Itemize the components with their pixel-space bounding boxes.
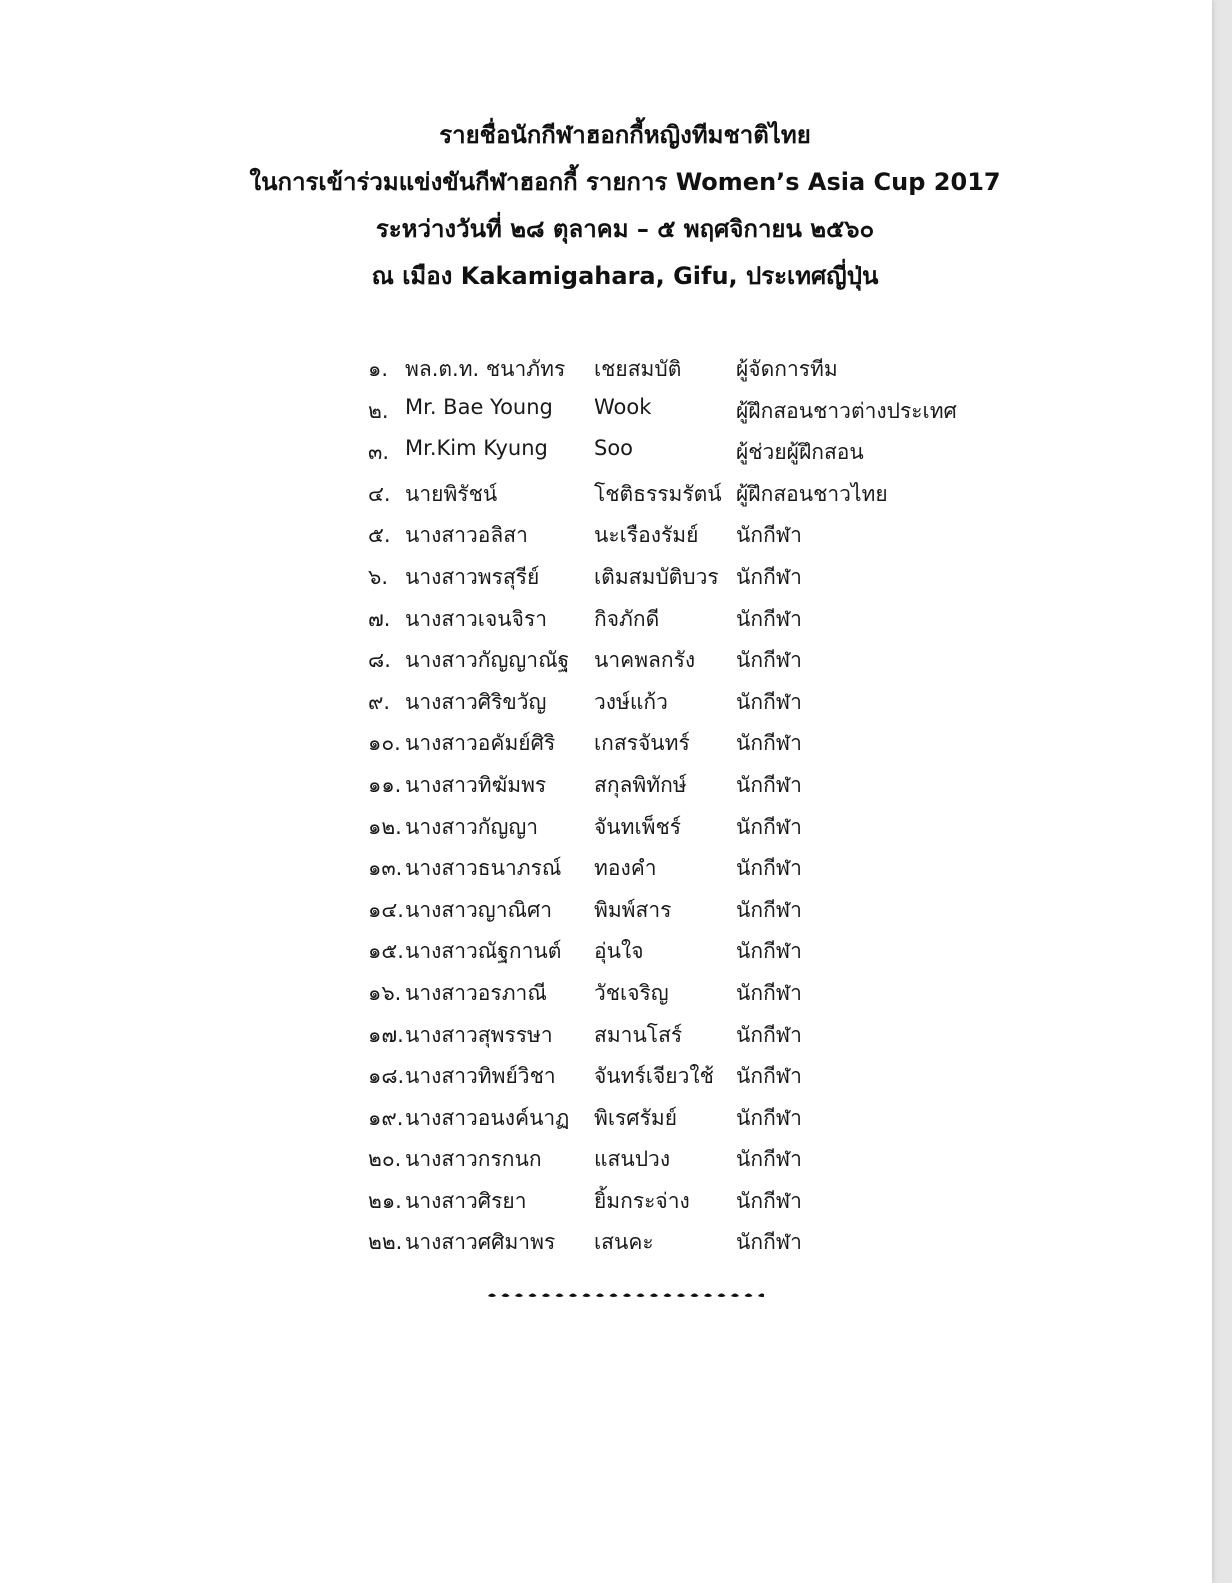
roster-role: นักกีฬา (736, 1105, 802, 1130)
roster-number: ๑๑. (368, 772, 402, 797)
separator-mark (569, 1294, 577, 1298)
roster-last-name: โชติธรรมรัตน์ (594, 481, 722, 506)
roster-last-name: เสนคะ (594, 1230, 654, 1255)
roster-role: นักกีฬา (736, 564, 802, 589)
roster-first-name: นางสาวกัญญา (405, 814, 539, 839)
roster-number: ๑. (368, 357, 389, 381)
roster-first-name: นางสาวกัญญาณัฐ (405, 648, 570, 673)
separator-mark (718, 1294, 726, 1298)
roster-last-name: ทองคำ (594, 856, 657, 881)
roster-number: ๙. (368, 689, 391, 714)
roster-role: นักกีฬา (736, 814, 802, 839)
roster-last-name: อุ่นใจ (594, 939, 644, 964)
roster-role: ผู้ฝึกสอนชาวไทย (736, 481, 888, 506)
roster-role: นักกีฬา (736, 731, 802, 756)
roster-role: นักกีฬา (736, 1064, 802, 1089)
roster-last-name: เกสรจันทร์ (594, 731, 690, 756)
roster-number: ๑๙. (368, 1105, 404, 1130)
roster-role: นักกีฬา (736, 856, 802, 881)
roster-role: นักกีฬา (736, 1230, 802, 1255)
roster-role: ผู้จัดการทีม (736, 357, 838, 381)
separator-mark (529, 1294, 537, 1298)
separator-mark (677, 1294, 685, 1298)
roster-role: นักกีฬา (736, 523, 802, 548)
title-line-2: ในการเข้าร่วมแข่งขันกีฬาฮอกกี้ รายการ Women’s Asia Cup 2017 (249, 168, 1001, 196)
document-header (0, 112, 1232, 300)
roster-number: ๗. (368, 606, 391, 631)
roster-role: นักกีฬา (736, 897, 802, 922)
roster-role: นักกีฬา (736, 772, 802, 797)
title-line-4: ณ เมือง Kakamigahara, Gifu, ประเทศญี่ปุ่น (371, 262, 879, 290)
roster-number: ๒๒. (368, 1230, 403, 1255)
roster-last-name: จันทร์เจียวใช้ (594, 1064, 714, 1089)
roster-last-name: เติมสมบัติบวร (594, 564, 719, 589)
roster-role: นักกีฬา (736, 689, 802, 714)
roster-first-name: นางสาวอลิสา (405, 523, 528, 548)
separator-mark (637, 1294, 645, 1298)
separator-mark (515, 1294, 523, 1298)
roster-last-name: จันทเพ็ชร์ (594, 814, 682, 839)
separator-mark (556, 1294, 564, 1298)
separator-mark (610, 1294, 618, 1298)
roster-number: ๒๐. (368, 1147, 402, 1172)
roster-first-name: นางสาวกรกนก (405, 1147, 542, 1172)
roster-first-name: นางสาวสุพรรษา (405, 1022, 553, 1047)
roster-last-name: วัชเจริญ (594, 980, 669, 1005)
roster-first-name: นางสาวอรภาณี (405, 980, 547, 1005)
roster-last-name: พิเรศรัมย์ (594, 1105, 678, 1130)
roster-first-name: นางสาวพรสุรีย์ (405, 564, 540, 589)
roster-role: นักกีฬา (736, 939, 802, 964)
roster-first-name: นางสาวณัฐกานต์ (405, 939, 562, 964)
roster-number: ๑๕. (368, 939, 404, 964)
roster-first-name: นางสาวอคัมย์ศิริ (405, 731, 556, 756)
roster-number: ๑๓. (368, 856, 403, 881)
roster-number: ๑๒. (368, 814, 402, 839)
roster-last-name: นาคพลกรัง (594, 648, 696, 673)
roster-last-name: สมานโสร์ (594, 1022, 683, 1047)
roster-number: ๑๐. (368, 731, 401, 756)
roster-last-name: วงษ์แก้ว (594, 689, 668, 714)
roster-role: ผู้ช่วยผู้ฝึกสอน (736, 440, 864, 465)
end-separator (484, 1289, 764, 1301)
roster-number: ๔. (368, 481, 391, 506)
roster-first-name: พล.ต.ท. ชนาภัทร (405, 357, 566, 381)
separator-mark (745, 1294, 753, 1298)
roster-last-name: นะเรืองรัมย์ (594, 523, 699, 548)
roster-number: ๘. (368, 648, 391, 673)
separator-mark (731, 1294, 739, 1298)
separator-mark (664, 1294, 672, 1298)
separator-mark (488, 1294, 496, 1298)
roster-first-name: Mr.Kim Kyung (405, 436, 548, 461)
roster-first-name: นางสาวญาณิศา (405, 897, 553, 922)
roster-role: ผู้ฝึกสอนชาวต่างประเทศ (736, 398, 957, 423)
roster-last-name: เชยสมบัติ (594, 357, 682, 381)
separator-mark (691, 1294, 699, 1298)
separator-mark (650, 1294, 658, 1298)
roster-last-name: แสนปวง (594, 1147, 671, 1172)
roster-number: ๖. (368, 564, 389, 589)
roster-role: นักกีฬา (736, 1188, 802, 1213)
roster-last-name: สกุลพิทักษ์ (594, 772, 687, 797)
roster-number: ๑๘. (368, 1064, 405, 1089)
roster-last-name: พิมพ์สาร (594, 897, 672, 922)
separator-mark (583, 1294, 591, 1298)
separator-mark (542, 1294, 550, 1298)
title-line-3: ระหว่างวันที่ ๒๘ ตุลาคม – ๕ พฤศจิกายน ๒๕๖๐ (375, 215, 875, 243)
roster-number: ๑๖. (368, 980, 402, 1005)
separator-mark (623, 1294, 631, 1298)
roster-first-name: นางสาวศิริขวัญ (405, 689, 547, 714)
roster-last-name: Wook (594, 394, 652, 419)
roster-number: ๒. (368, 398, 389, 423)
roster-number: ๑๔. (368, 897, 404, 922)
roster-first-name: นายพิรัชน์ (405, 481, 498, 506)
roster-first-name: นางสาวศิรยา (405, 1188, 527, 1213)
roster-number: ๓. (368, 440, 390, 465)
roster-first-name: นางสาวเจนจิรา (405, 606, 548, 631)
separator-mark (596, 1294, 604, 1298)
roster-number: ๒๑. (368, 1188, 402, 1213)
separator-mark (758, 1294, 764, 1298)
roster-first-name: Mr. Bae Young (405, 394, 553, 419)
roster-first-name: นางสาวศศิมาพร (405, 1230, 556, 1255)
roster-first-name: นางสาวธนาภรณ์ (405, 856, 562, 881)
roster-first-name: นางสาวทิพย์วิชา (405, 1064, 556, 1089)
separator-mark (502, 1294, 510, 1298)
roster-number: ๑๗. (368, 1022, 404, 1047)
separator-mark (704, 1294, 712, 1298)
title-line-1: รายชื่อนักกีฬาฮอกกี้หญิงทีมชาติไทย (439, 121, 811, 149)
roster-first-name: นางสาวทิฆัมพร (405, 772, 547, 797)
roster-last-name: Soo (594, 436, 634, 461)
roster-last-name: กิจภักดี (594, 606, 660, 631)
roster-last-name: ยิ้มกระจ่าง (594, 1188, 690, 1213)
roster-role: นักกีฬา (736, 648, 802, 673)
roster-role: นักกีฬา (736, 1022, 802, 1047)
roster-role: นักกีฬา (736, 1147, 802, 1172)
roster-role: นักกีฬา (736, 606, 802, 631)
roster-role: นักกีฬา (736, 980, 802, 1005)
roster-first-name: นางสาวอนงค์นาฏ (405, 1105, 570, 1130)
roster-number: ๕. (368, 523, 391, 548)
